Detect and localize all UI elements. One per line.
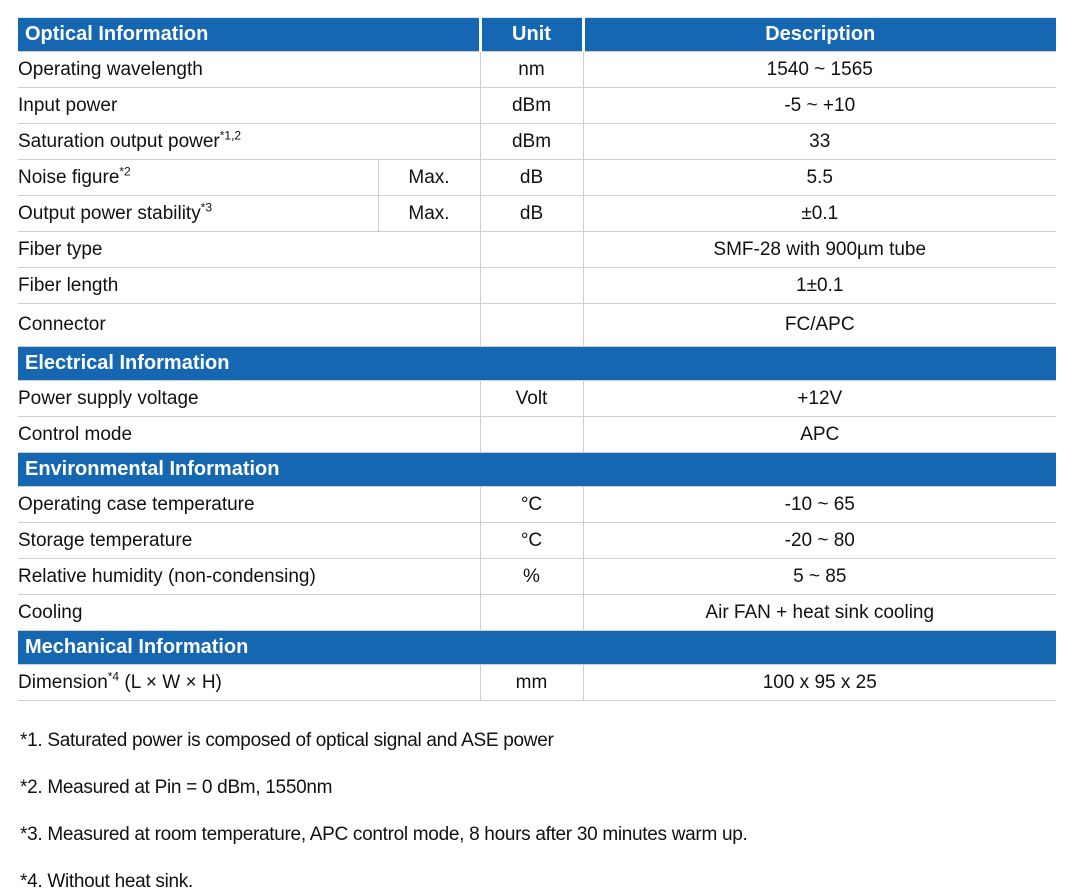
- param-label: Control mode: [18, 417, 480, 453]
- section-electrical-information: [18, 347, 1056, 381]
- footnote-ref: *2: [119, 164, 131, 179]
- desc-cell: +12V: [583, 381, 1056, 417]
- row-control-mode: [18, 417, 1056, 453]
- footnotes: [20, 730, 1081, 893]
- desc-cell: ±0.1: [583, 196, 1056, 232]
- param-label: Fiber type: [18, 232, 480, 268]
- col-header-description: Description: [583, 18, 1056, 52]
- desc-cell: -20 ~ 80: [583, 523, 1056, 559]
- footnote-3: *3. Measured at room temperature, APC control mode, 8 hours after 30 minutes warm up.: [20, 824, 748, 845]
- unit-cell: [480, 417, 583, 453]
- unit-cell: [480, 232, 583, 268]
- desc-cell: FC/APC: [583, 304, 1056, 347]
- row-relative-humidity: [18, 559, 1056, 595]
- row-output-power-stability: [18, 196, 1056, 232]
- footnote-1: *1. Saturated power is composed of optical signal and ASE power: [20, 730, 554, 751]
- row-fiber-length: [18, 268, 1056, 304]
- unit-cell: dB: [480, 160, 583, 196]
- param-label: Cooling: [18, 595, 480, 631]
- section-environmental-information: [18, 453, 1056, 487]
- desc-cell: -10 ~ 65: [583, 487, 1056, 523]
- footnote-ref: *3: [200, 200, 213, 215]
- desc-cell: 100 x 95 x 25: [583, 665, 1056, 701]
- footnote-ref: *1,2: [219, 128, 242, 143]
- unit-cell: [480, 595, 583, 631]
- footnote-4: *4. Without heat sink.: [20, 871, 193, 892]
- param-label: Power supply voltage: [18, 381, 480, 417]
- section-title: Environmental Information: [18, 453, 1056, 487]
- param-label: Relative humidity (non-condensing): [18, 559, 480, 595]
- col-header-unit: Unit: [480, 18, 583, 52]
- max-cell: Max.: [378, 196, 480, 232]
- param-label: Operating wavelength: [18, 52, 480, 88]
- desc-cell: 5.5: [583, 160, 1056, 196]
- row-operating-wavelength: [18, 52, 1056, 88]
- row-storage-temperature: [18, 523, 1056, 559]
- desc-cell: Air FAN + heat sink cooling: [583, 595, 1056, 631]
- unit-cell: °C: [480, 523, 583, 559]
- param-text: Saturation output power: [18, 130, 220, 152]
- param-text-suffix: (L × W × H): [119, 671, 222, 693]
- spec-table: [18, 17, 1056, 701]
- unit-cell: dBm: [480, 124, 583, 160]
- desc-cell: APC: [583, 417, 1056, 453]
- desc-cell: 5 ~ 85: [583, 559, 1056, 595]
- param-text: Dimension: [18, 671, 108, 693]
- row-operating-case-temperature: [18, 487, 1056, 523]
- desc-cell: 1540 ~ 1565: [583, 52, 1056, 88]
- unit-cell: dBm: [480, 88, 583, 124]
- row-dimension: [18, 665, 1056, 701]
- section-title: Electrical Information: [18, 347, 1056, 381]
- row-fiber-type: [18, 232, 1056, 268]
- col-header-optical-information: Optical Information: [18, 18, 480, 52]
- desc-cell: 1±0.1: [583, 268, 1056, 304]
- unit-cell: Volt: [480, 381, 583, 417]
- param-text: Output power stability: [18, 202, 201, 224]
- unit-cell: nm: [480, 52, 583, 88]
- desc-cell: 33: [583, 124, 1056, 160]
- desc-cell: SMF-28 with 900µm tube: [583, 232, 1056, 268]
- row-input-power: [18, 88, 1056, 124]
- param-label: Operating case temperature: [18, 487, 480, 523]
- param-label: [18, 665, 480, 701]
- section-title: Mechanical Information: [18, 631, 1056, 665]
- param-label: [18, 124, 480, 160]
- table-header-row: [18, 18, 1056, 52]
- param-text: Noise figure: [18, 166, 120, 188]
- unit-cell: %: [480, 559, 583, 595]
- unit-cell: mm: [480, 665, 583, 701]
- footnote-2: *2. Measured at Pin = 0 dBm, 1550nm: [20, 777, 333, 798]
- row-noise-figure: [18, 160, 1056, 196]
- param-label: [18, 160, 378, 196]
- param-label: [18, 196, 378, 232]
- param-label: Input power: [18, 88, 480, 124]
- unit-cell: dB: [480, 196, 583, 232]
- footnote-ref: *4: [107, 669, 120, 684]
- unit-cell: [480, 304, 583, 347]
- row-connector: [18, 304, 1056, 347]
- unit-cell: °C: [480, 487, 583, 523]
- param-label: Fiber length: [18, 268, 480, 304]
- desc-cell: -5 ~ +10: [583, 88, 1056, 124]
- param-label: Connector: [18, 304, 480, 347]
- max-cell: Max.: [378, 160, 480, 196]
- section-mechanical-information: [18, 631, 1056, 665]
- row-cooling: [18, 595, 1056, 631]
- unit-cell: [480, 268, 583, 304]
- row-saturation-output-power: [18, 124, 1056, 160]
- row-power-supply-voltage: [18, 381, 1056, 417]
- param-label: Storage temperature: [18, 523, 480, 559]
